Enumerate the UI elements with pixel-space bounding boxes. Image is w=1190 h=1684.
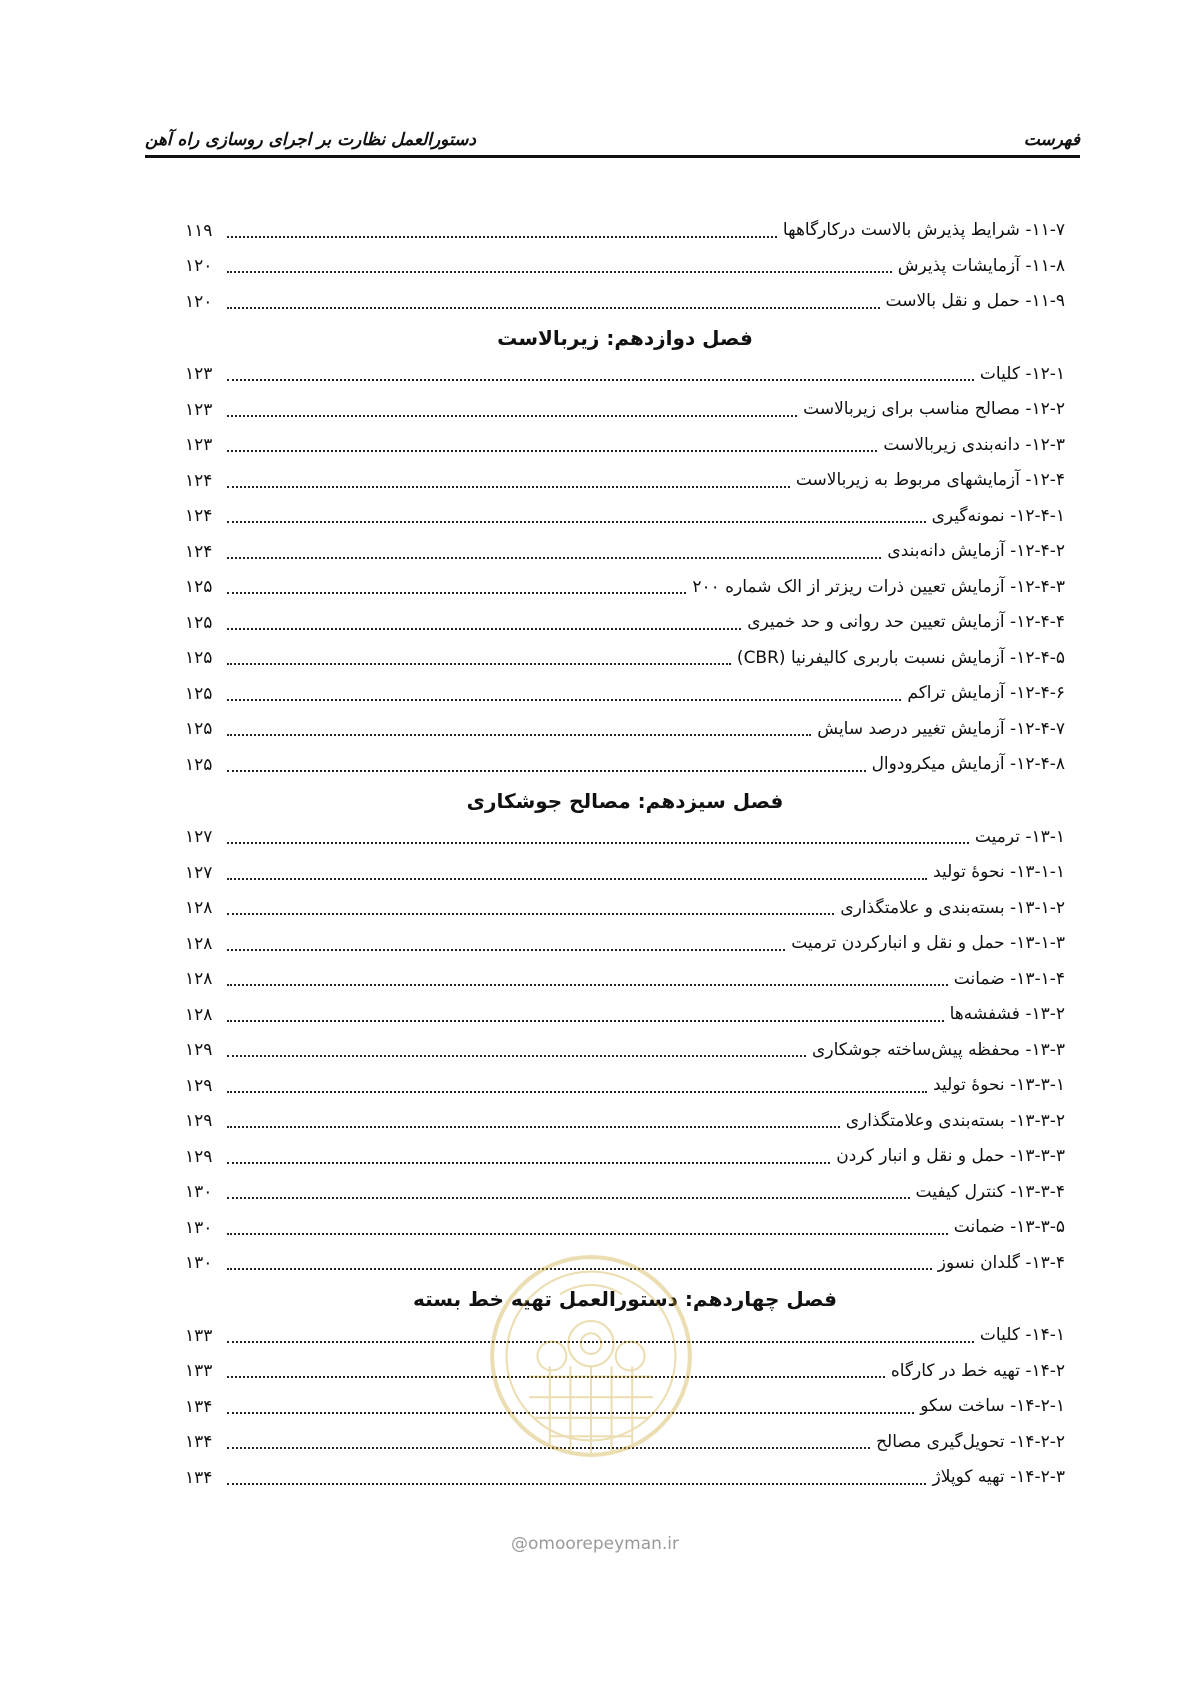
dot-leader	[227, 1091, 927, 1093]
toc-entry[interactable]	[185, 570, 1065, 606]
toc-entry[interactable]	[185, 747, 1065, 783]
toc-entry[interactable]	[185, 1175, 1065, 1211]
toc-entry-title: ۱۲-۴-۴- آزمایش تعیین حد روانی و حد خمیری	[747, 612, 1065, 633]
toc-entry-title: ۱۱-۷- شرایط پذیرش بالاست درکارگاهها	[782, 220, 1065, 241]
toc-page-number: ۱۲۸	[185, 933, 213, 954]
toc-page-number: ۱۲۷	[185, 862, 213, 883]
toc-page-number: ۱۲۴	[185, 541, 213, 562]
toc-entry-title: ۱۲-۴-۵- آزمایش نسبت باربری کالیفرنیا (CBR)	[736, 647, 1065, 668]
toc-page-number: ۱۲۹	[185, 1111, 213, 1132]
toc-page-number: ۱۲۹	[185, 1040, 213, 1061]
toc-page-number: ۱۳۰	[185, 1253, 213, 1274]
dot-leader	[227, 734, 811, 736]
toc-page-number: ۱۲۰	[185, 291, 213, 312]
dot-leader	[227, 486, 790, 488]
toc-entry-title: ۱۲-۳- دانه‌بندی زیربالاست	[883, 434, 1065, 455]
chapter-heading: فصل چهاردهم: دستورالعمل تهیه خط بسته	[413, 1287, 837, 1311]
toc-entry-title: ۱۴-۲-۱- ساخت سکو	[920, 1396, 1065, 1417]
dot-leader	[227, 984, 948, 986]
watermark: @omoorepeyman.ir	[510, 1534, 680, 1554]
toc-entry-title: ۱۳-۳- محفظه پیش‌ساخته جوشکاری	[812, 1039, 1065, 1060]
toc-page-number: ۱۳۴	[185, 1467, 213, 1488]
toc-entry-title: ۱۲-۱- کلیات	[979, 363, 1065, 384]
chapter-heading: فصل سیزدهم: مصالح جوشکاری	[466, 788, 784, 813]
dot-leader	[227, 1483, 926, 1485]
toc-entry[interactable]	[185, 926, 1065, 962]
dot-leader	[227, 842, 969, 844]
toc-page-number: ۱۲۹	[185, 1075, 213, 1096]
header-document-title: دستورالعمل نظارت بر اجرای روسازی راه آهن	[145, 130, 476, 150]
toc-page-number: ۱۲۰	[185, 256, 213, 277]
toc-entry-title: ۱۳-۳-۴- کنترل کیفیت	[915, 1181, 1065, 1202]
toc-entry-title: ۱۴-۲-۲- تحویل‌گیری مصالح	[876, 1431, 1065, 1452]
toc-page-number: ۱۲۴	[185, 506, 213, 527]
toc-entry[interactable]	[185, 284, 1065, 320]
toc-entry-title: ۱۲-۲- مصالح مناسب برای زیربالاست	[803, 399, 1065, 420]
toc-page-number: ۱۲۵	[185, 612, 213, 633]
toc-entry[interactable]	[185, 534, 1065, 570]
dot-leader	[227, 770, 866, 772]
toc-page-number: ۱۲۵	[185, 719, 213, 740]
toc-entry[interactable]	[185, 997, 1065, 1033]
dot-leader	[227, 949, 785, 951]
toc-entry-title: ۱۳-۳-۵- ضمانت	[953, 1217, 1065, 1238]
toc-entry-title: ۱۳-۱- ترمیت	[974, 826, 1065, 847]
chapter-heading: فصل دوازدهم: زیربالاست	[497, 325, 753, 350]
toc-entry[interactable]	[185, 1068, 1065, 1104]
toc-entry[interactable]	[185, 641, 1065, 677]
dot-leader	[227, 1055, 806, 1057]
dot-leader	[227, 1197, 910, 1199]
dot-leader	[227, 913, 834, 915]
toc-entry[interactable]	[185, 392, 1065, 428]
toc-page-number: ۱۱۹	[185, 220, 213, 241]
toc-entry[interactable]	[185, 499, 1065, 535]
toc-page-number: ۱۲۵	[185, 683, 213, 704]
toc-entry-title: ۱۳-۳-۱- نحوهٔ تولید	[933, 1075, 1065, 1096]
page-header	[145, 118, 1080, 158]
toc-entry-title: ۱۴-۲-۳- تهیه کوپلاژ	[932, 1467, 1065, 1488]
toc-page-number: ۱۲۳	[185, 435, 213, 456]
dot-leader	[227, 663, 731, 665]
dot-leader	[227, 592, 686, 594]
toc-entry-title: ۱۲-۴- آزمایشهای مربوط به زیربالاست	[795, 470, 1065, 491]
toc-page-number: ۱۲۳	[185, 399, 213, 420]
toc-entry[interactable]	[185, 1033, 1065, 1069]
toc-entry-title: ۱۳-۴- گلدان نسوز	[937, 1252, 1065, 1273]
toc-entry-title: ۱۲-۴-۳- آزمایش تعیین ذرات ریزتر از الک شماره ۲۰۰	[692, 576, 1065, 597]
toc-entry[interactable]	[185, 962, 1065, 998]
toc-page-number: ۱۲۷	[185, 827, 213, 848]
dot-leader	[227, 1162, 830, 1164]
toc-entry[interactable]	[185, 1139, 1065, 1175]
toc-entry-title: ۱۳-۳-۲- بسته‌بندی وعلامتگذاری	[845, 1110, 1065, 1131]
toc-entry-title: ۱۱-۹- حمل و نقل بالاست	[885, 291, 1065, 312]
toc-entry-title: ۱۲-۴-۸- آزمایش میکرودوال	[871, 754, 1065, 775]
toc-page-number: ۱۲۹	[185, 1146, 213, 1167]
toc-page-number: ۱۳۳	[185, 1361, 213, 1382]
toc-page-number: ۱۳۰	[185, 1182, 213, 1203]
toc-entry-title: ۱۳-۳-۳- حمل و نقل و انبار کردن	[836, 1146, 1065, 1167]
toc-entry[interactable]	[185, 1460, 1065, 1496]
toc-entry-title: ۱۳-۱-۴- ضمانت	[953, 968, 1065, 989]
dot-leader	[227, 450, 877, 452]
toc-page-number: ۱۲۸	[185, 1004, 213, 1025]
toc-page-number: ۱۳۴	[185, 1432, 213, 1453]
dot-leader	[227, 878, 927, 880]
toc-entry-title: ۱۲-۴-۱- نمونه‌گیری	[931, 505, 1065, 526]
toc-entry[interactable]	[185, 855, 1065, 891]
toc-page-number: ۱۲۵	[185, 577, 213, 598]
dot-leader	[227, 699, 901, 701]
header-rule	[145, 155, 1080, 158]
dot-leader	[227, 379, 974, 381]
dot-leader	[227, 1126, 840, 1128]
toc-entry-title: ۱۲-۴-۲- آزمایش دانه‌بندی	[887, 541, 1065, 562]
toc-entry[interactable]	[185, 676, 1065, 712]
dot-leader	[227, 557, 881, 559]
toc-entry-title: ۱۳-۲- فشفشه‌ها	[949, 1004, 1065, 1025]
toc-entry-title: ۱۲-۴-۷- آزمایش تغییر درصد سایش	[817, 718, 1065, 739]
dot-leader	[227, 307, 880, 309]
toc-entry[interactable]	[185, 249, 1065, 285]
toc-page-number: ۱۲۵	[185, 754, 213, 775]
toc-entry[interactable]	[185, 712, 1065, 748]
toc-page-number: ۱۲۸	[185, 898, 213, 919]
publisher-seal-icon	[488, 1253, 694, 1459]
toc-page-number: ۱۳۳	[185, 1325, 213, 1346]
dot-leader	[227, 415, 797, 417]
toc-entry-title: ۱۱-۸- آزمایشات پذیرش	[897, 255, 1065, 276]
toc-entry-title: ۱۳-۱-۱- نحوهٔ تولید	[933, 862, 1065, 883]
toc-entry-title: ۱۳-۱-۳- حمل و نقل و انبارکردن ترمیت	[791, 933, 1065, 954]
toc-entry[interactable]	[185, 605, 1065, 641]
toc-page-number: ۱۲۵	[185, 648, 213, 669]
toc-page-number: ۱۲۳	[185, 364, 213, 385]
toc-entry[interactable]	[185, 820, 1065, 856]
toc-entry[interactable]	[185, 357, 1065, 393]
dot-leader	[227, 1233, 948, 1235]
dot-leader	[227, 521, 926, 523]
toc-entry[interactable]	[185, 428, 1065, 464]
toc-page-number: ۱۳۰	[185, 1217, 213, 1238]
header-section-title: فهرست	[1023, 130, 1080, 150]
toc-page-number: ۱۲۴	[185, 470, 213, 491]
dot-leader	[227, 628, 741, 630]
toc-entry[interactable]	[185, 1104, 1065, 1140]
toc-entry[interactable]	[185, 213, 1065, 249]
toc-entry-title: ۱۲-۴-۶- آزمایش تراکم	[907, 683, 1065, 704]
dot-leader	[227, 236, 777, 238]
toc-entry-title: ۱۴-۲- تهیه خط در کارگاه	[890, 1360, 1065, 1381]
dot-leader	[227, 271, 892, 273]
dot-leader	[227, 1020, 944, 1022]
toc-entry[interactable]	[185, 891, 1065, 927]
toc-entry[interactable]	[185, 1210, 1065, 1246]
toc-page-number: ۱۲۸	[185, 969, 213, 990]
toc-entry-title: ۱۳-۱-۲- بسته‌بندی و علامتگذاری	[840, 897, 1065, 918]
toc-page-number: ۱۳۴	[185, 1396, 213, 1417]
toc-entry[interactable]	[185, 463, 1065, 499]
toc-entry-title: ۱۴-۱- کلیات	[979, 1325, 1065, 1346]
